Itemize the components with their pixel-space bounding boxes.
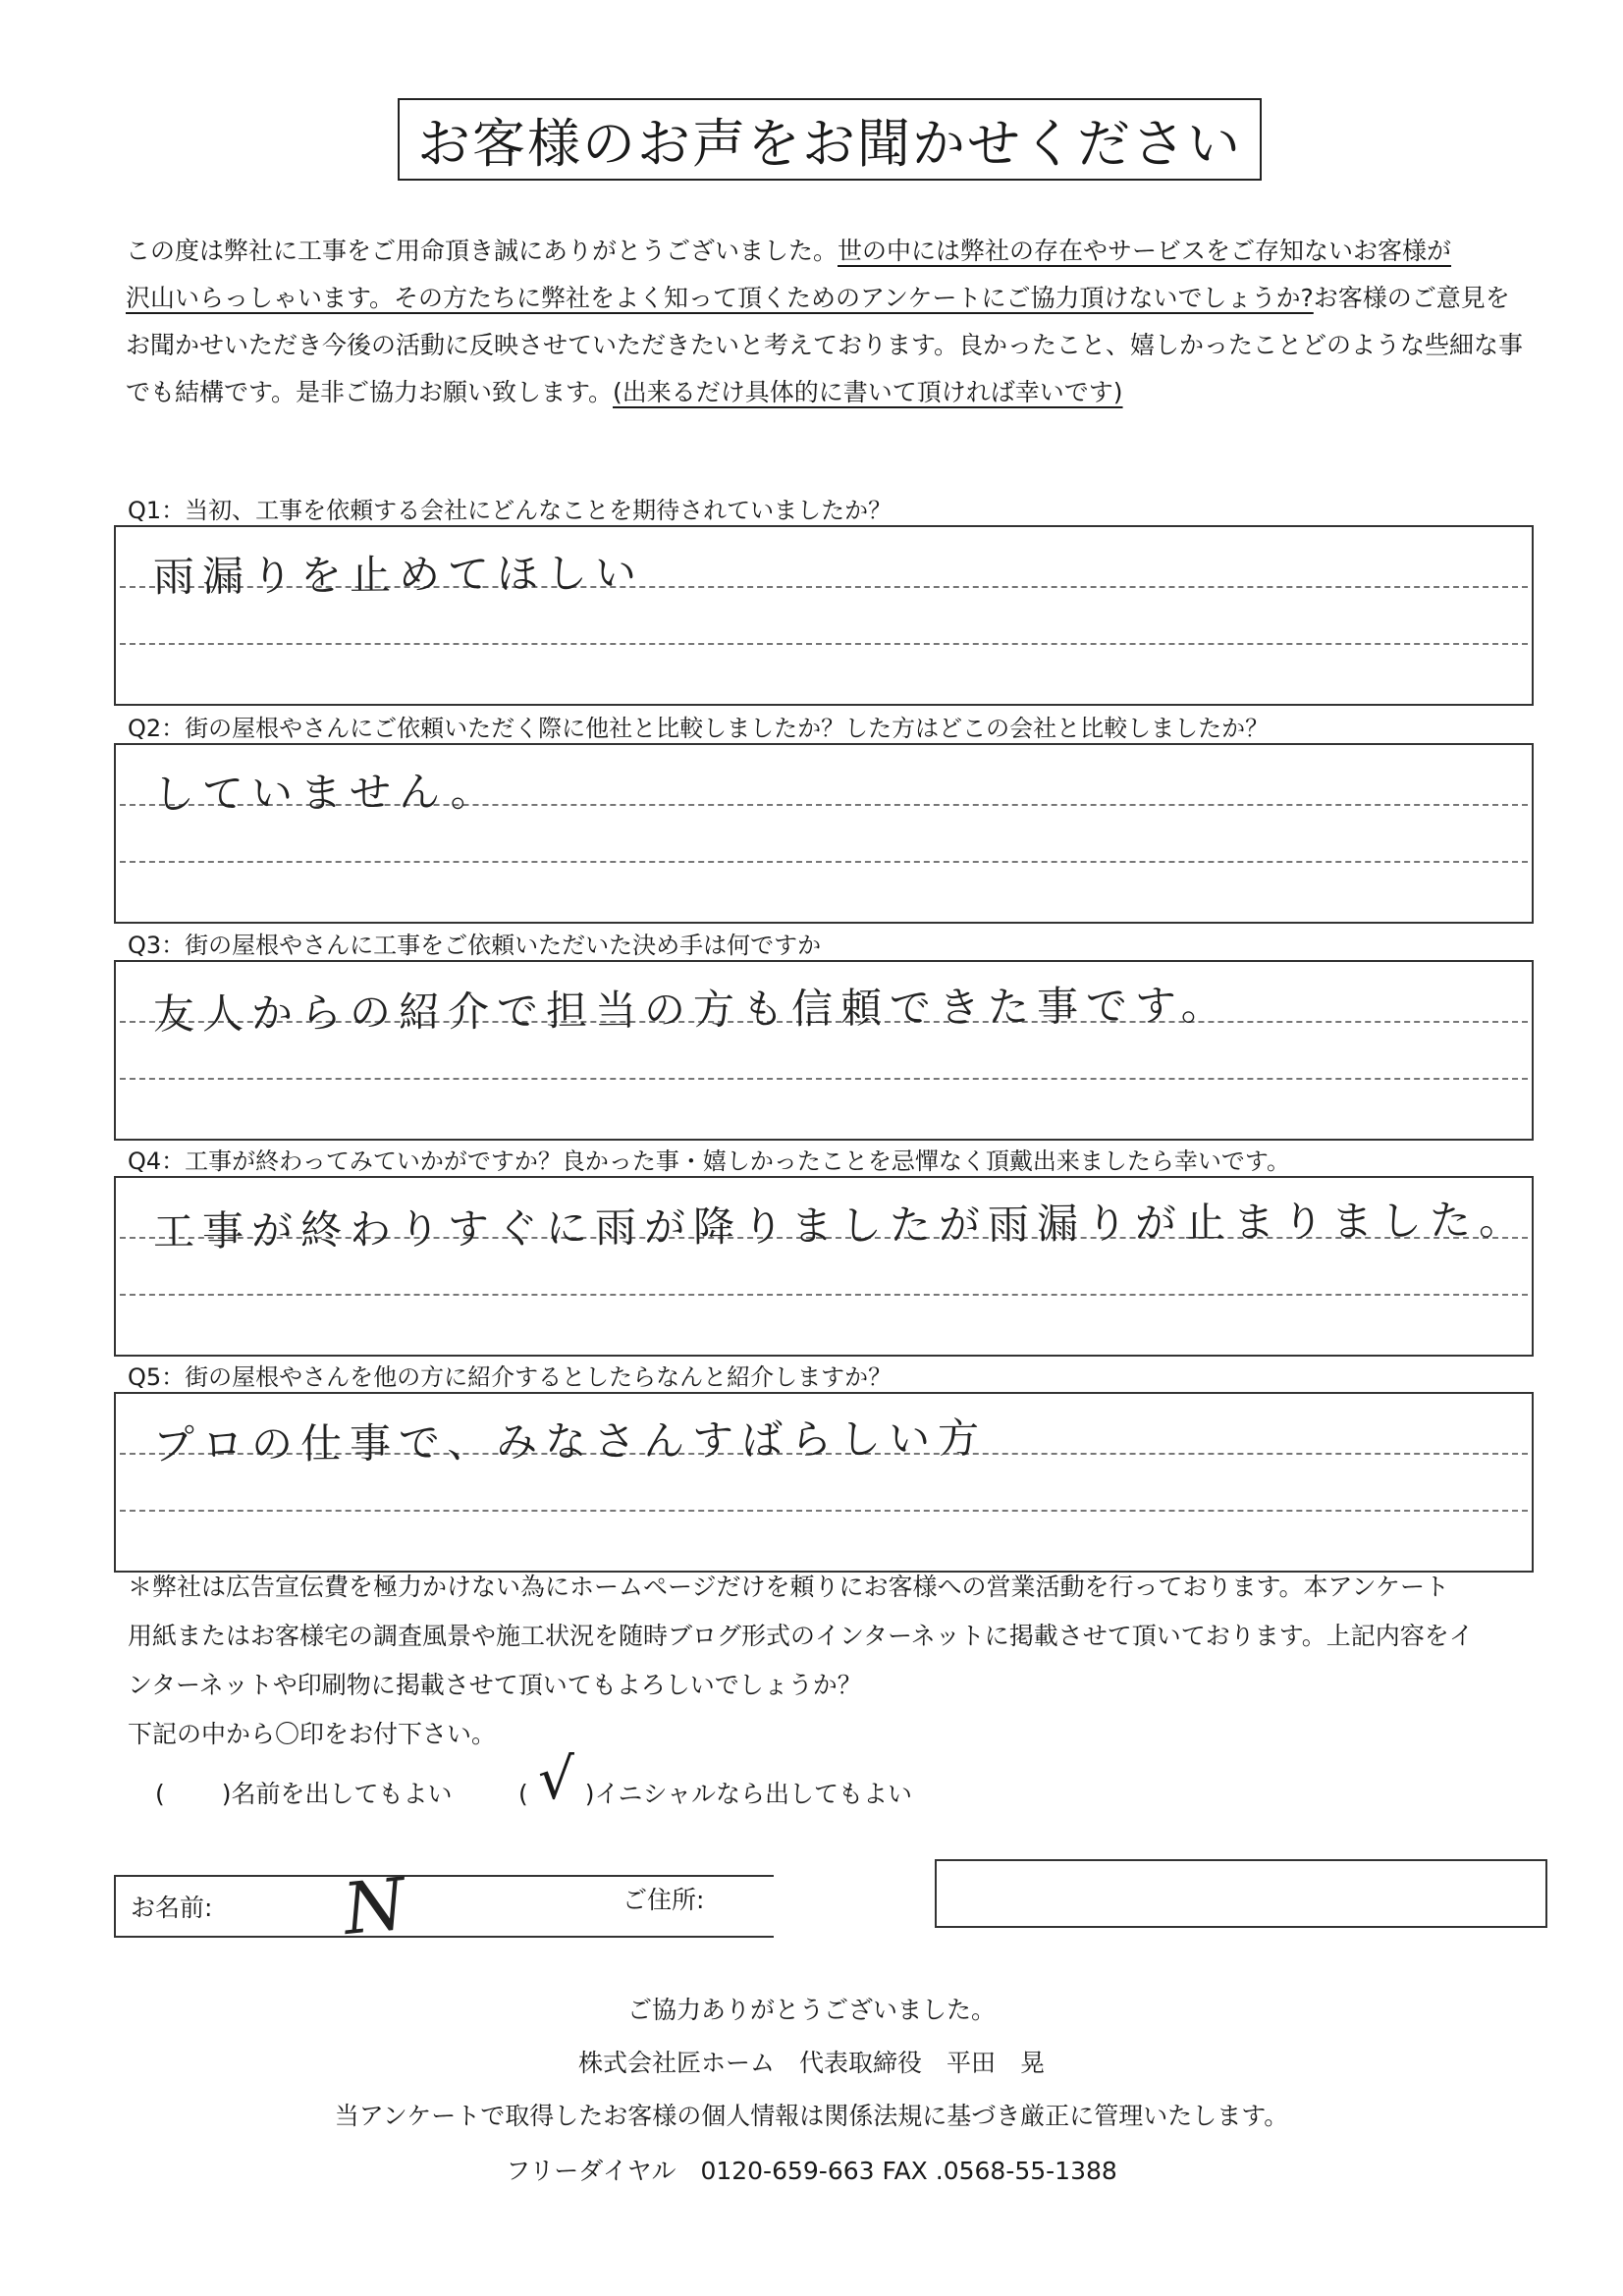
- choice-initial-ok[interactable]: [518, 1775, 912, 1810]
- question-3-label: Q3：街の屋根やさんに工事をご依頼いただいた決め手は何ですか: [128, 932, 822, 959]
- answer-2-text: していません。: [152, 767, 500, 819]
- choice-name-label: 名前を出してもよい: [231, 1780, 453, 1808]
- intro-line-2b: お客様のご意見を: [1313, 284, 1510, 312]
- intro-line-4a: でも結構です。是非ご協力お願い致します。: [126, 378, 614, 406]
- publication-notice: [128, 1563, 1542, 1759]
- answer-4-text: 工事が終わりすぐに雨が降りましたが雨漏りが止まりました。: [152, 1195, 1529, 1256]
- check-mark: √: [538, 1745, 574, 1812]
- intro-line-4b: (出来るだけ具体的に書いて頂ければ幸いです): [613, 378, 1123, 406]
- page-title: お客様のお声をお聞かせください: [398, 98, 1262, 181]
- intro-line-1b: 世の中には弊社の存在やサービスをご存知ないお客様が: [838, 237, 1452, 265]
- answer-5-text: プロの仕事で、みなさんすばらしい方: [152, 1414, 988, 1469]
- answer-2-box[interactable]: [114, 743, 1534, 924]
- intro-line-1a: この度は弊社に工事をご用命頂き誠にありがとうございました。: [126, 237, 839, 265]
- choice-initial-label: イニシャルなら出してもよい: [594, 1780, 913, 1808]
- choice-initial-open-paren: (: [518, 1780, 528, 1808]
- answer-5-box[interactable]: [114, 1392, 1534, 1573]
- intro-line-2a: 沢山いらっしゃいます。その方たちに弊社をよく知って頂くためのアンケートにご協力頂けないでしょうか?: [126, 284, 1314, 312]
- choice-initial-close-paren: ): [584, 1780, 595, 1808]
- question-4-label: Q4：工事が終わってみていかがですか？良かった事・嬉しかったことを忌憚なく頂戴出来ましたら幸いです。: [128, 1148, 1290, 1175]
- answer-4-box[interactable]: [114, 1176, 1534, 1357]
- name-label: お名前:: [131, 1894, 213, 1922]
- question-1-label: Q1：当初、工事を依頼する会社にどんなことを期待されていましたか？: [128, 497, 893, 524]
- choice-name-close-paren: ): [221, 1780, 232, 1808]
- intro-paragraph: [126, 228, 1540, 416]
- footer-privacy: 当アンケートで取得したお客様の個人情報は関係法規に基づき厳正に管理いたします。: [334, 2102, 1289, 2130]
- address-label: ご住所:: [622, 1886, 705, 1914]
- answer-1-text: 雨漏りを止めてほしい: [152, 548, 645, 602]
- address-field-box[interactable]: [935, 1859, 1547, 1928]
- footer-thanks: ご協力ありがとうございました。: [626, 1996, 996, 2024]
- notice-line-3: ンターネットや印刷物に掲載させて頂いてもよろしいでしょうか？: [128, 1671, 862, 1699]
- choice-name-open-paren: (: [155, 1780, 165, 1808]
- notice-line-4: 下記の中から〇印をお付下さい。: [128, 1720, 497, 1748]
- question-2-label: Q2：街の屋根やさんにご依頼いただく際に他社と比較しましたか？した方はどこの会社と比較しましたか？: [128, 715, 1270, 742]
- intro-line-3: お聞かせいただき今後の活動に反映させていただきたいと考えております。良かったこと、嬉しかったことどのような些細な事: [126, 331, 1524, 359]
- notice-line-1: ＊弊社は広告宣伝費を極力かけない為にホームページだけを頼りにお客様への営業活動を行っております。本アンケート: [128, 1573, 1450, 1601]
- footer-contact: フリーダイヤル 0120-659-663 FAX .0568-55-1388: [506, 2157, 1117, 2185]
- choice-name-ok[interactable]: [155, 1775, 453, 1810]
- notice-line-2: 用紙またはお客様宅の調査風景や施工状況を随時ブログ形式のインターネットに掲載させて頂いております。上記内容をイ: [128, 1622, 1474, 1650]
- answer-3-text: 友人からの紹介で担当の方も信頼できた事です。: [152, 981, 1230, 1039]
- question-5-label: Q5：街の屋根やさんを他の方に紹介するとしたらなんと紹介しますか？: [128, 1363, 893, 1391]
- answer-3-box[interactable]: [114, 960, 1534, 1141]
- footer-company: 株式会社匠ホーム 代表取締役 平田 晃: [577, 2049, 1045, 2077]
- name-handwritten: N: [339, 1861, 410, 1951]
- answer-1-box[interactable]: [114, 525, 1534, 706]
